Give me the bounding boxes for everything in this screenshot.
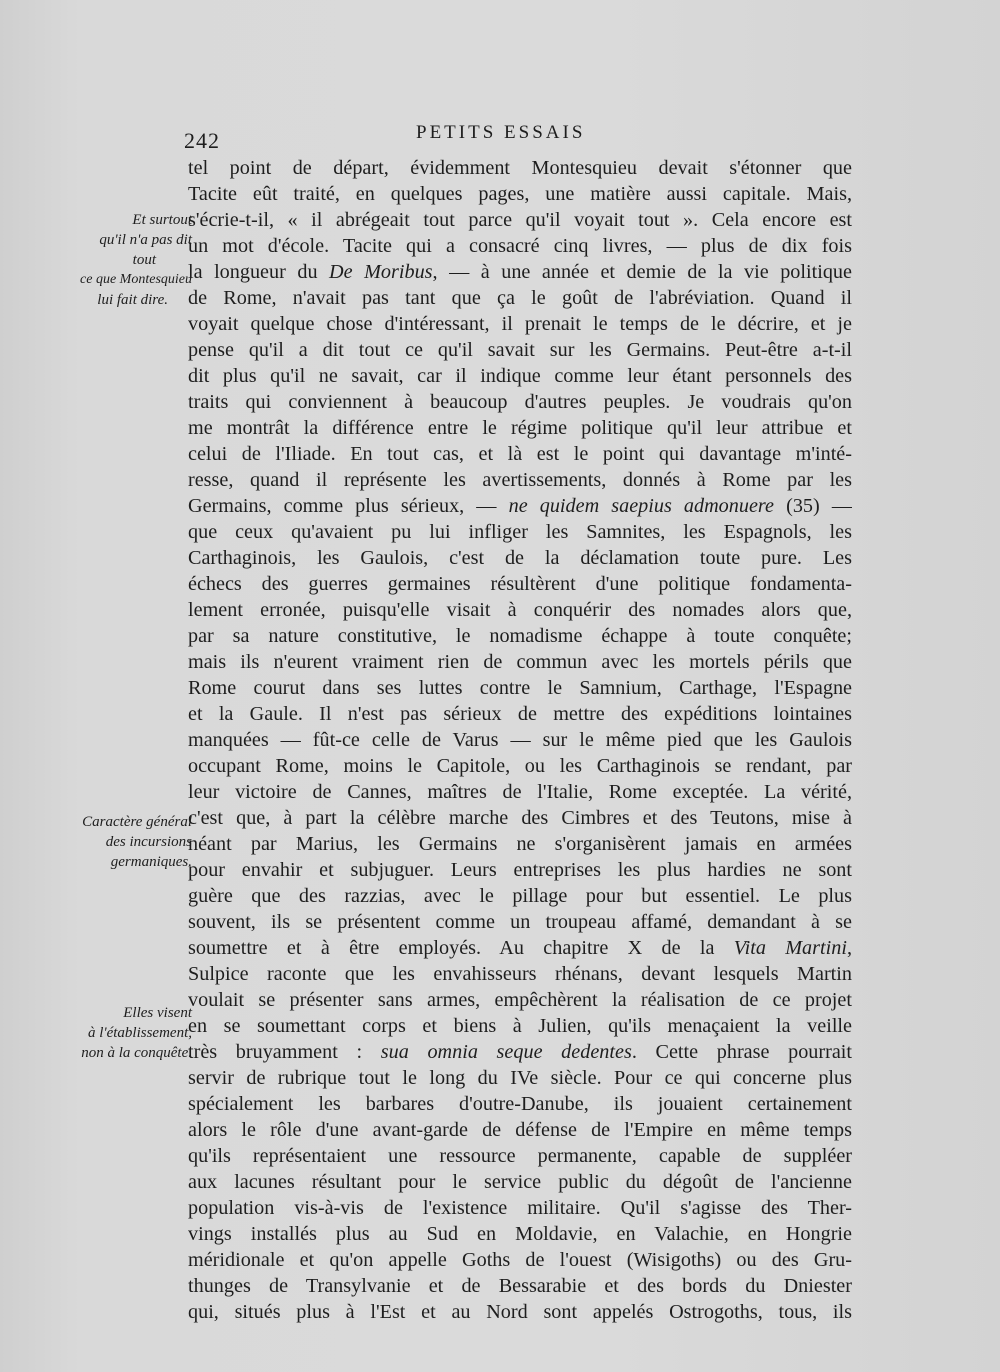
text-line: méridionale et qu'on appelle Goths de l'ouest (Wisigoths) ou des Gru- <box>188 1249 852 1271</box>
text-line: thunges de Transylvanie et de Bessarabie et des bords du Dniester <box>188 1275 852 1297</box>
margin-note-line: Et surtout <box>132 212 192 228</box>
text-line: que ceux qu'avaient pu lui infliger les Samnites, les Espagnols, les <box>188 521 852 543</box>
margin-note-line: des incursions <box>105 834 192 850</box>
margin-note-line: Caractère général <box>82 814 192 830</box>
text-line: soumettre et à être employés. Au chapitre X de la Vita Martini, <box>188 937 852 959</box>
italic-phrase: De Moribus <box>329 261 433 283</box>
text-line: servir de rubrique tout le long du IVe siècle. Pour ce qui concerne plus <box>188 1067 852 1089</box>
margin-note-line: ce que Montesquieu <box>80 272 192 287</box>
margin-note-line: lui fait dire. <box>97 292 168 308</box>
page-number: 242 <box>184 128 220 153</box>
text-line: mais ils n'eurent vraiment rien de commun avec les mortels périls que <box>188 651 852 673</box>
text-line: en se soumettant corps et biens à Julien, qu'ils menaçaient la veille <box>188 1015 852 1037</box>
text-line: pense qu'il a dit tout ce qu'il savait sur les Germains. Peut-être a-t-il <box>188 339 852 361</box>
text-line: pour envahir et subjuguer. Leurs entreprises les plus hardies ne sont <box>188 859 852 881</box>
text-line: population vis-à-vis de l'existence militaire. Qu'il s'agisse des Ther- <box>188 1197 852 1219</box>
text-line: occupant Rome, moins le Capitole, ou les Carthaginois se rendant, par <box>188 755 852 777</box>
text-line: s'écrie-t-il, « il abrégeait tout parce qu'il voyait tout ». Cela encore est <box>188 209 852 231</box>
text-line: Sulpice raconte que les envahisseurs rhénans, devant lesquels Martin <box>188 963 852 985</box>
text-line: spécialement les barbares d'outre-Danube, ils jouaient certainement <box>188 1093 852 1115</box>
text-line: très bruyamment : sua omnia seque dedentes. Cette phrase pourrait <box>188 1041 852 1063</box>
text-line: resse, quand il représente les avertissements, donnés à Rome par les <box>188 469 852 491</box>
text-line: Rome courut dans ses luttes contre le Samnium, Carthage, l'Espagne <box>188 677 852 699</box>
margin-note-line: tout <box>132 252 156 268</box>
text-line: par sa nature constitutive, le nomadisme échappe à toute conquête; <box>188 625 852 647</box>
margin-note-line: Elles visent <box>123 1005 192 1021</box>
text-line: de Rome, n'avait pas tant que ça le goût de l'abréviation. Quand il <box>188 287 852 309</box>
text-line: celui de l'Iliade. En tout cas, et là est le point qui davantage m'inté- <box>188 443 852 465</box>
italic-phrase: ne quidem saepius admonuere <box>508 495 774 517</box>
text-line: voyait quelque chose d'intéressant, il prenait le temps de le décrire, et je <box>188 313 852 335</box>
running-head: PETITS ESSAIS <box>416 122 586 143</box>
text-line: souvent, ils se présentent comme un troupeau affamé, demandant à se <box>188 911 852 933</box>
text-line: la longueur du De Moribus, — à une année et demie de la vie politique <box>188 261 852 283</box>
italic-phrase: Vita Martini <box>733 937 847 959</box>
text-line: qui, situés plus à l'Est et au Nord sont appelés Ostrogoths, tous, ils <box>188 1301 852 1323</box>
margin-note-line: à l'établissement, <box>87 1025 192 1041</box>
text-line: Carthaginois, les Gaulois, c'est de la déclamation toute pure. Les <box>188 547 852 569</box>
page-header <box>0 120 1000 153</box>
margin-note-3 <box>40 1003 192 1063</box>
body-text <box>188 155 852 1325</box>
text-line: voulait se présenter sans armes, empêchèrent la réalisation de ce projet <box>188 989 852 1011</box>
text-line: dit plus qu'il ne savait, car il indique comme leur étant personnels des <box>188 365 852 387</box>
text-line: me montrât la différence entre le régime politique qu'il leur attribue et <box>188 417 852 439</box>
text-line: manquées — fût-ce celle de Varus — sur le même pied que les Gaulois <box>188 729 852 751</box>
text-line: traits qui conviennent à beaucoup d'autres peuples. Je voudrais qu'on <box>188 391 852 413</box>
margin-note-2 <box>40 812 192 872</box>
margin-note-line: germaniques. <box>110 854 192 870</box>
text-line: et la Gaule. Il n'est pas sérieux de mettre des expéditions lointaines <box>188 703 852 725</box>
text-line: tel point de départ, évidemment Montesquieu devait s'étonner que <box>188 157 852 179</box>
text-line: échecs des guerres germaines résultèrent d'une politique fondamenta- <box>188 573 852 595</box>
margin-note-line: qu'il n'a pas dit <box>99 232 192 248</box>
text-line: Tacite eût traité, en quelques pages, une matière aussi capitale. Mais, <box>188 183 852 205</box>
text-line: guère que des razzias, avec le pillage pour but essentiel. Le plus <box>188 885 852 907</box>
margin-note-line: non à la conquête. <box>81 1045 192 1061</box>
margin-note-1 <box>40 210 192 310</box>
text-line: qu'ils représentaient une ressource permanente, capable de suppléer <box>188 1145 852 1167</box>
text-line: leur victoire de Cannes, maîtres de l'Italie, Rome exceptée. La vérité, <box>188 781 852 803</box>
text-line: néant par Marius, les Germains ne s'organisèrent jamais en armées <box>188 833 852 855</box>
text-line: alors le rôle d'une avant-garde de défense de l'Empire en même temps <box>188 1119 852 1141</box>
text-line: vings installés plus au Sud en Moldavie, en Valachie, en Hongrie <box>188 1223 852 1245</box>
italic-phrase: sua omnia seque dedentes <box>380 1041 632 1063</box>
text-line: aux lacunes résultant pour le service public du dégoût de l'ancienne <box>188 1171 852 1193</box>
text-line: Germains, comme plus sérieux, — ne quidem saepius admonuere (35) — <box>188 495 852 517</box>
text-line: c'est que, à part la célèbre marche des Cimbres et des Teutons, mise à <box>188 807 852 829</box>
text-line: un mot d'école. Tacite qui a consacré cinq livres, — plus de dix fois <box>188 235 852 257</box>
text-line: lement erronée, puisqu'elle visait à conquérir des nomades alors que, <box>188 599 852 621</box>
